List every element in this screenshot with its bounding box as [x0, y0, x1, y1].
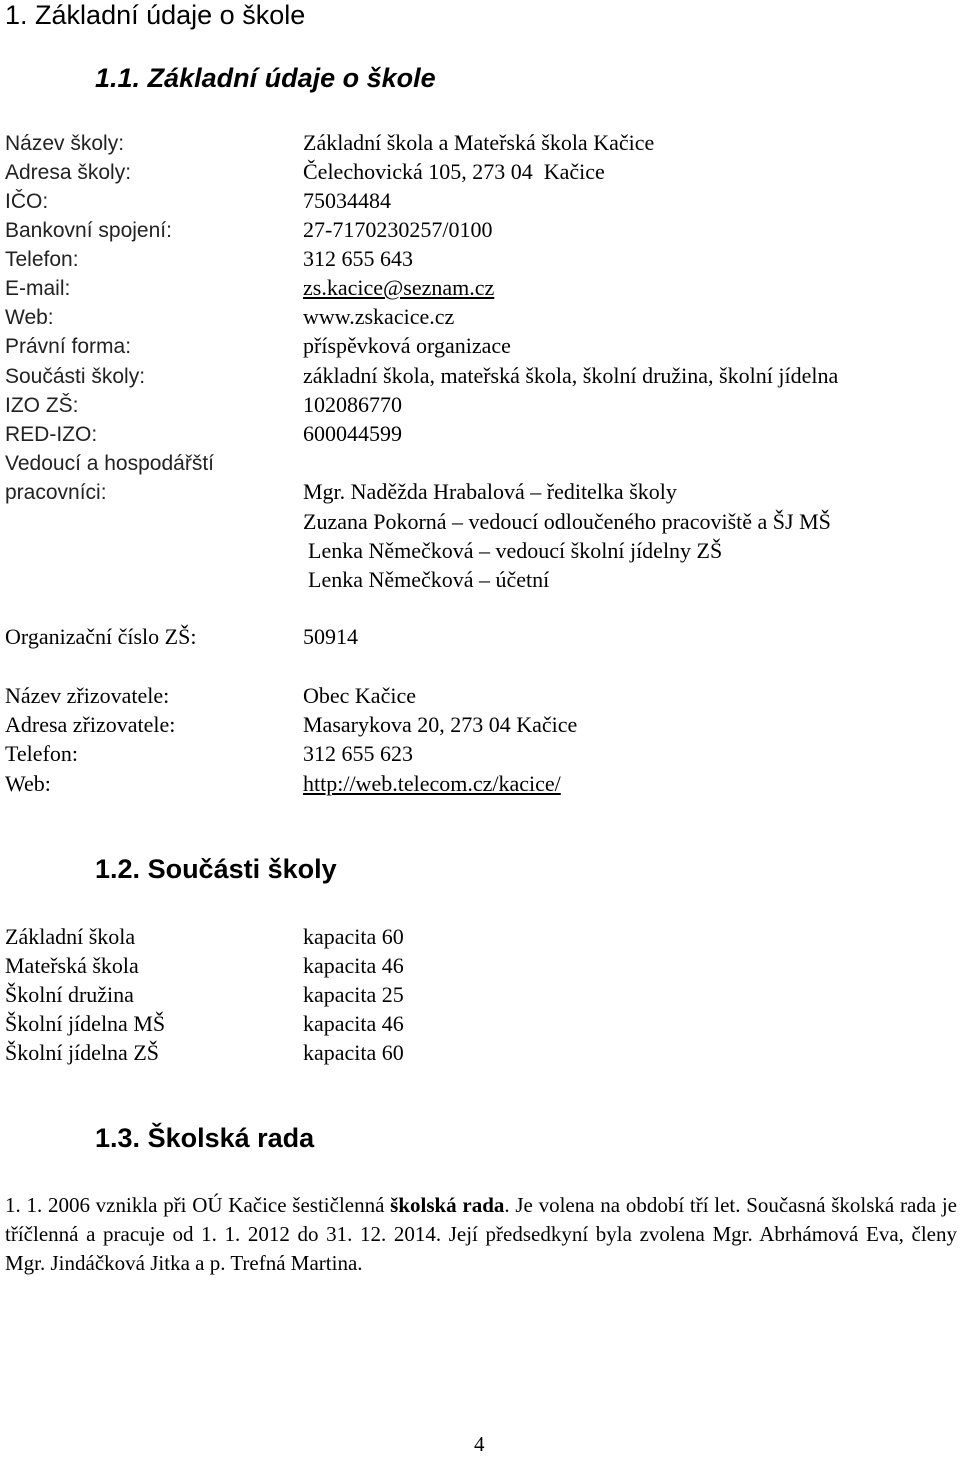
value-founder-address: Masarykova 20, 273 04 Kačice [303, 712, 578, 737]
label-founder-address: Adresa zřizovatele: [5, 712, 176, 737]
label-red-izo: RED-IZO: [5, 423, 98, 446]
section-title: Školská rada [147, 1123, 315, 1153]
paragraph-text: . Je volena na období tří let. Současná školská rada je tříčlenná a pracuje od 1. 1. 2012 do 31. 12. 2014. Její předsedkyní byla zvolena Mgr. Abrhámová Eva, členy Mgr. Jindáčková Jitka a p. Trefná Martina. [5, 1193, 957, 1275]
label-izo: IZO ZŠ: [5, 394, 79, 417]
value-ico: 75034484 [303, 188, 391, 213]
label-founder-web: Web: [5, 771, 51, 796]
paragraph-text: 1. 1. 2006 vznikla při OÚ Kačice šestičlenná [5, 1193, 391, 1217]
email-link[interactable]: zs.kacice@seznam.cz [303, 275, 495, 300]
section-number: 1.3. [95, 1123, 141, 1153]
section-number: 1.2. [95, 854, 141, 884]
label-staff-line2: pracovníci: [5, 481, 107, 504]
chapter-title: Základní údaje o škole [35, 0, 306, 30]
label-phone: Telefon: [5, 248, 79, 271]
label-web: Web: [5, 306, 54, 329]
label-org-number: Organizační číslo ZŠ: [5, 624, 197, 649]
value-school-address: Čelechovická 105, 273 04 Kačice [303, 159, 605, 184]
part-label: Školní jídelna ZŠ [5, 1040, 159, 1065]
label-legal-form: Právní forma: [5, 335, 132, 358]
label-ico: IČO: [5, 190, 49, 213]
label-founder-name: Název zřizovatele: [5, 683, 170, 708]
label-email: E-mail: [5, 277, 71, 300]
part-capacity: kapacita 46 [303, 953, 404, 978]
section-1-2-heading [95, 856, 337, 883]
value-red-izo: 600044599 [303, 421, 402, 446]
label-school-address: Adresa školy: [5, 161, 132, 184]
label-school-parts: Součásti školy: [5, 365, 146, 388]
staff-member: Zuzana Pokorná – vedoucí odloučeného pracoviště a ŠJ MŠ [303, 509, 831, 534]
chapter-heading [5, 2, 305, 29]
value-phone: 312 655 643 [303, 246, 413, 271]
school-council-paragraph [5, 1191, 957, 1278]
section-number: 1.1. [95, 63, 141, 93]
part-label: Základní škola [5, 924, 136, 949]
part-label: Školní družina [5, 982, 134, 1007]
section-1-3-heading [95, 1125, 314, 1152]
value-school-parts: základní škola, mateřská škola, školní družina, školní jídelna [303, 363, 839, 388]
section-title: Součásti školy [147, 854, 337, 884]
value-school-name: Základní škola a Mateřská škola Kačice [303, 130, 655, 155]
part-capacity: kapacita 25 [303, 982, 404, 1007]
page-number: 4 [474, 1432, 485, 1456]
part-label: Mateřská škola [5, 953, 139, 978]
value-bank: 27-7170230257/0100 [303, 217, 493, 242]
section-1-1-heading [95, 65, 436, 92]
label-staff-line1: Vedoucí a hospodářští [5, 452, 214, 475]
label-founder-phone: Telefon: [5, 741, 78, 766]
value-founder-phone: 312 655 623 [303, 741, 413, 766]
paragraph-bold-term: školská rada [390, 1193, 505, 1217]
value-izo: 102086770 [303, 392, 402, 417]
value-web: www.zskacice.cz [303, 304, 455, 329]
chapter-number: 1. [5, 0, 28, 30]
founder-web-link[interactable]: http://web.telecom.cz/kacice/ [303, 771, 561, 796]
staff-member: Lenka Němečková – účetní [308, 567, 550, 592]
value-legal-form: příspěvková organizace [303, 333, 511, 358]
part-capacity: kapacita 60 [303, 1040, 404, 1065]
label-bank: Bankovní spojení: [5, 219, 172, 242]
section-title: Základní údaje o škole [147, 63, 436, 93]
part-capacity: kapacita 60 [303, 924, 404, 949]
part-capacity: kapacita 46 [303, 1011, 404, 1036]
label-school-name: Název školy: [5, 132, 125, 155]
staff-member: Mgr. Naděžda Hrabalová – ředitelka školy [303, 479, 677, 504]
staff-member: Lenka Němečková – vedoucí školní jídelny ZŠ [308, 538, 723, 563]
value-founder-name: Obec Kačice [303, 683, 416, 708]
value-org-number: 50914 [303, 624, 358, 649]
part-label: Školní jídelna MŠ [5, 1011, 166, 1036]
